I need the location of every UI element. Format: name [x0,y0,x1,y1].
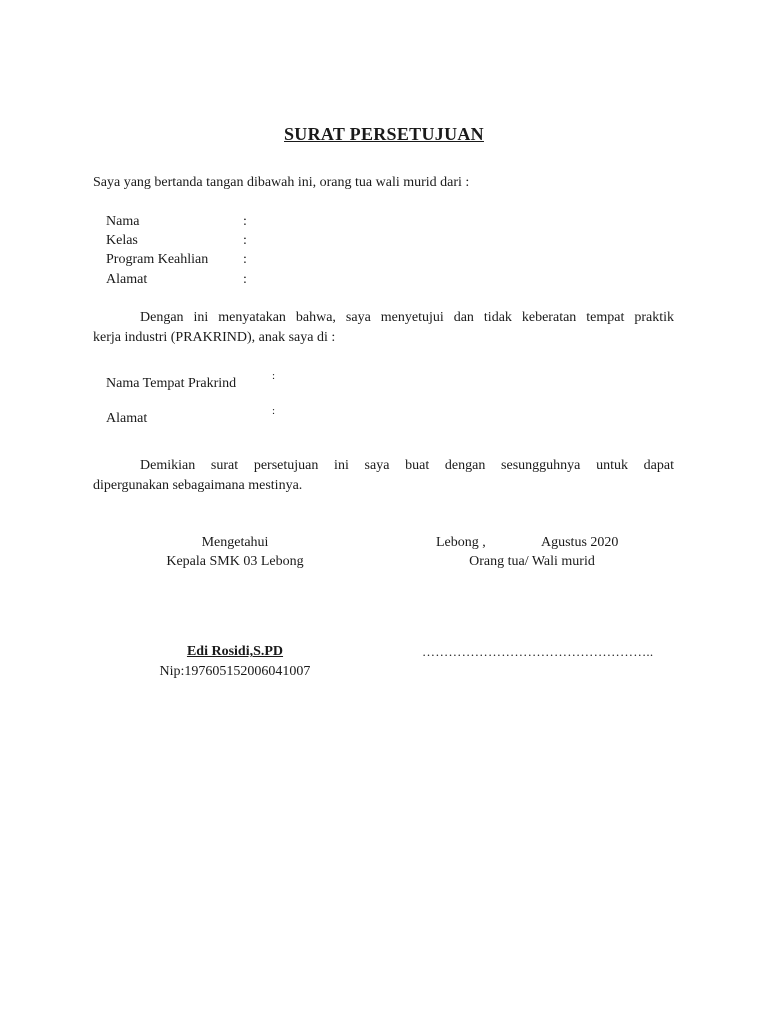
left-signature-nip: Nip:197605152006041007 [159,664,311,679]
field-colon-kelas: : [243,233,247,248]
left-signature-role: Kepala SMK 03 Lebong [166,554,304,569]
statement-line-1: Dengan ini menyatakan bahwa, saya menyetujui dan tidak keberatan tempat praktik [140,310,674,325]
left-signature-header: Mengetahui [201,535,269,550]
field-label-alamat: Alamat [106,272,148,287]
intro-text: Saya yang bertanda tangan dibawah ini, orang tua wali murid dari : [93,175,470,190]
closing-line-2: dipergunakan sebagaimana mestinya. [93,478,303,493]
field-label-nama: Nama [106,214,140,229]
left-signature-name: Edi Rosidi,S.PD [186,644,284,659]
statement-line-2: kerja industri (PRAKRIND), anak saya di : [93,330,336,345]
letter-title: SURAT PERSETUJUAN [284,124,484,144]
field-label-program: Program Keahlian [106,252,209,267]
field-label-nama-tempat: Nama Tempat Prakrind [106,376,237,391]
right-signature-dots: …………………………………………….. [422,644,654,659]
field-colon-program: : [243,252,247,267]
field-colon-alamat-tempat: : [272,405,276,417]
right-signature-place: Lebong , [436,535,486,550]
field-label-kelas: Kelas [106,233,138,248]
field-label-alamat-tempat: Alamat [106,411,148,426]
field-colon-alamat: : [243,272,247,287]
field-colon-nama-tempat: : [272,370,276,382]
right-signature-role: Orang tua/ Wali murid [469,554,595,569]
right-signature-date: Agustus 2020 [541,535,619,550]
field-colon-nama: : [243,214,247,229]
closing-line-1: Demikian surat persetujuan ini saya buat dengan sesungguhnya untuk dapat [140,458,674,473]
